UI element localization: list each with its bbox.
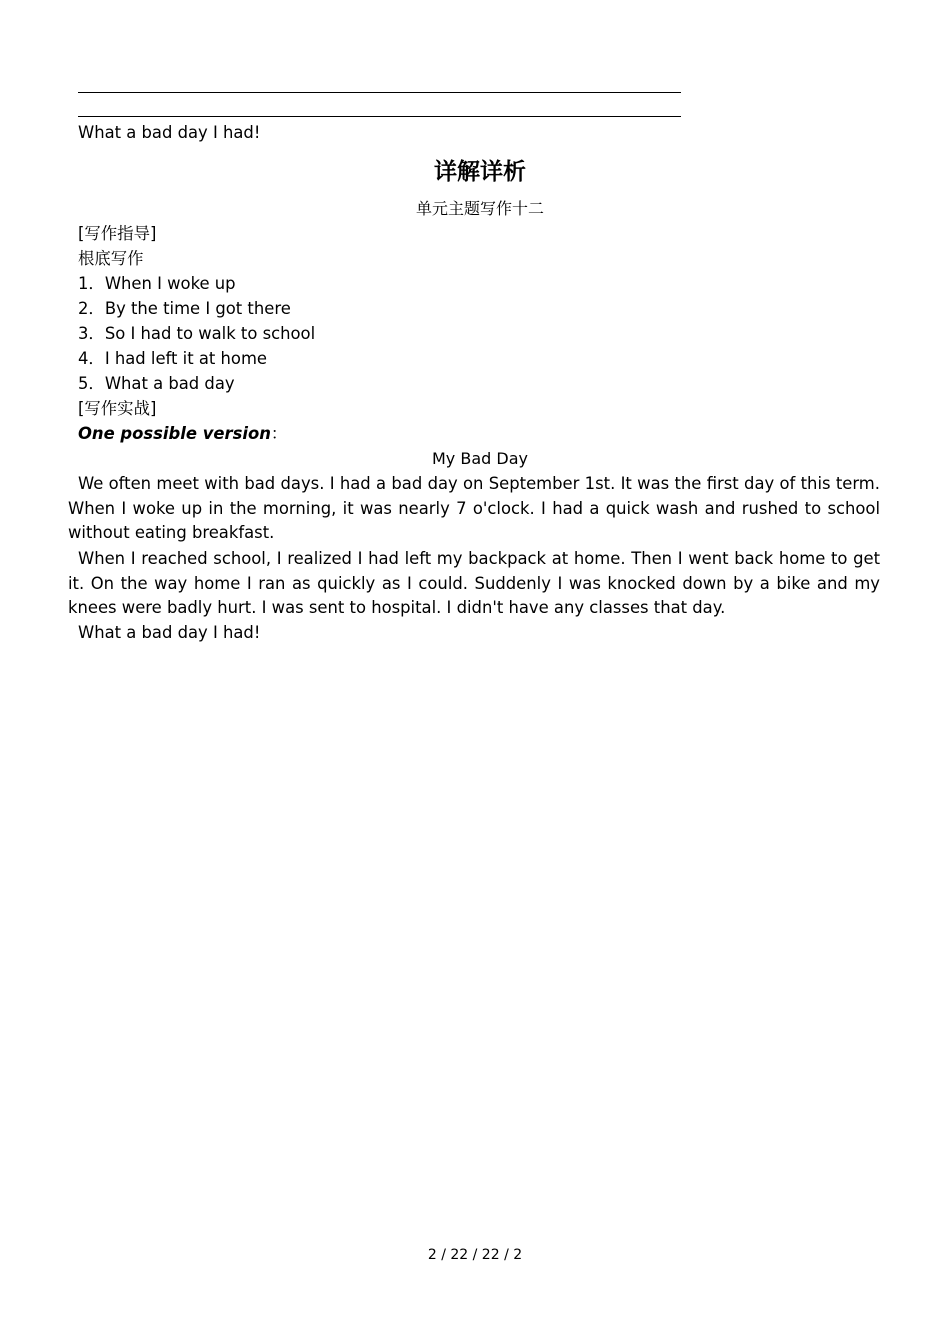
essay-paragraph: What a bad day I had! bbox=[78, 623, 261, 642]
closing-line: What a bad day I had! bbox=[78, 123, 261, 142]
guide-heading: [写作指导] bbox=[78, 224, 157, 243]
page-subtitle: 单元主题写作十二 bbox=[415, 199, 544, 218]
guide-item: 5．What a bad day bbox=[78, 374, 235, 393]
page-title: 详解详析 bbox=[434, 159, 526, 185]
practice-heading: [写作实战] bbox=[78, 399, 157, 418]
guide-item: 3．So I had to walk to school bbox=[78, 324, 316, 343]
answer-line-1 bbox=[78, 92, 681, 93]
version-label: One possible version bbox=[78, 424, 271, 443]
version-line bbox=[78, 424, 287, 444]
answer-line-2 bbox=[78, 116, 681, 117]
version-colon: ： bbox=[270, 424, 288, 443]
guide-item: 4．I had left it at home bbox=[78, 349, 268, 368]
page-number: 2 / 22 / 22 / 2 bbox=[427, 1247, 523, 1263]
essay-title: My Bad Day bbox=[432, 449, 528, 468]
guide-item: 2．By the time I got there bbox=[78, 299, 291, 318]
guide-item: 1．When I woke up bbox=[78, 274, 236, 293]
guide-subheading: 根底写作 bbox=[78, 249, 144, 268]
essay-paragraph: We often meet with bad days. I had a bad day on September 1st. It was the first day of this term. When I woke up in the morning, it was nearly 7 o'clock. I had a quick wash and rushed to school without eating breakfast. bbox=[68, 474, 880, 542]
essay-paragraph: When I reached school, I realized I had left my backpack at home. Then I went back home to get it. On the way home I ran as quickly as I could. Suddenly I was knocked down by a bike and my knees were badly hurt. I was sent to hospital. I didn't have any classes that day. bbox=[68, 549, 880, 617]
